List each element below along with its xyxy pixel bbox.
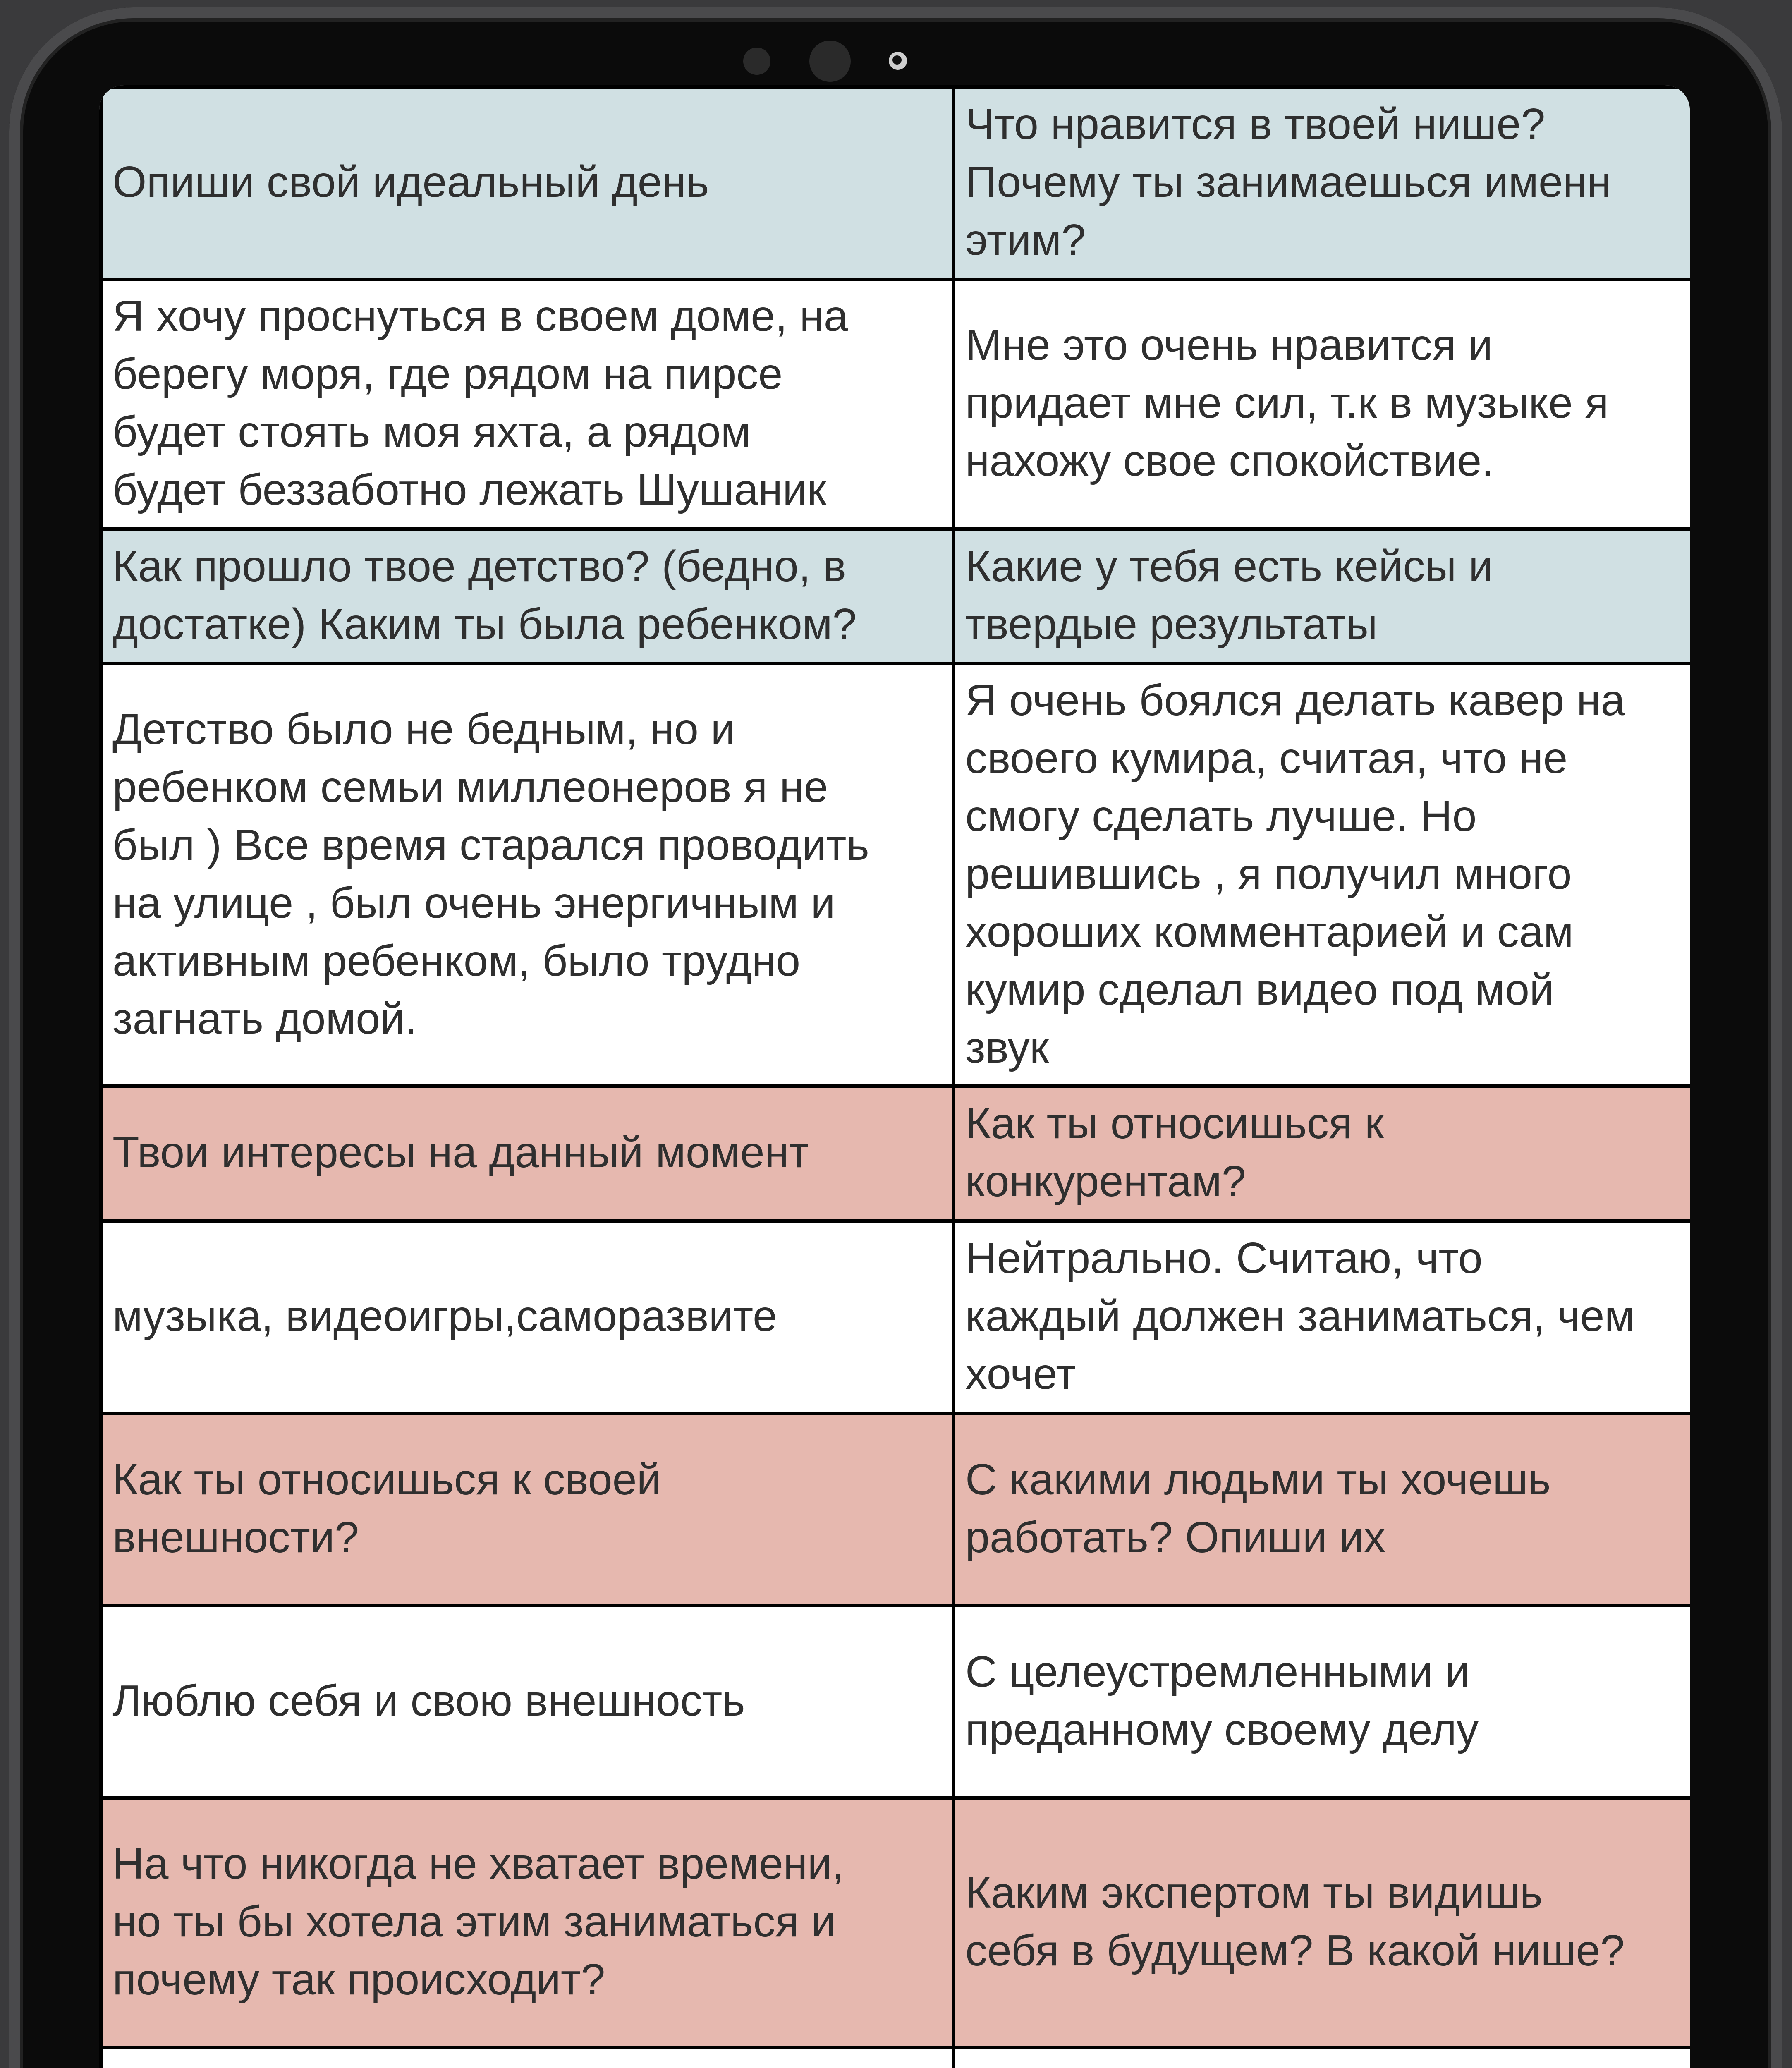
cell-text-line: конкурентам? (965, 1157, 1247, 1206)
table-cell-answer[interactable] (954, 1606, 1690, 1798)
cell-text-line: хочет (965, 1349, 1076, 1398)
cell-text-line: музыка, видеоигры,саморазвите (112, 1291, 778, 1340)
cell-text-line: Опиши свой идеальный день (112, 157, 709, 206)
table-cell-question[interactable] (954, 529, 1690, 664)
table-cell-answer[interactable] (954, 1221, 1690, 1413)
cell-text-line: Детство было не бедным, но и (112, 704, 735, 754)
cell-text-line: Как ты относишься к своей (112, 1455, 661, 1504)
table-row-answer (101, 279, 1690, 529)
cell-text-line: Как прошло твое детство? (бедно, в (112, 542, 846, 591)
cell-text-line: был ) Все время старался проводить (112, 820, 869, 869)
camera-lens (809, 41, 851, 82)
table-row-question (101, 1413, 1690, 1606)
cell-text-line: работать? Опиши их (965, 1513, 1386, 1562)
camera-bar (9, 37, 1782, 83)
cell-text-line: каждый должен заниматься, чем (965, 1291, 1635, 1340)
table-row-question (101, 87, 1690, 279)
table-cell-answer[interactable] (101, 1221, 954, 1413)
cell-text-line: Как ты относишься к (965, 1099, 1384, 1148)
cell-text-line: Каким экспертом ты видишь (965, 1868, 1543, 1917)
cell-text-line: Какие у тебя есть кейсы и (965, 542, 1493, 591)
cell-text-line: С целеустремленными и (965, 1647, 1470, 1696)
cell-text-line: активным ребенком, было трудно (112, 936, 801, 985)
cell-text-line: достатке) Каким ты была ребенком? (112, 600, 857, 649)
table-cell-question[interactable] (101, 87, 954, 279)
cell-text-line: кумир сделал видео под мой (965, 965, 1554, 1014)
cell-text-line: Что нравится в твоей нише? (965, 99, 1546, 148)
cell-text-line: твердые результаты (965, 600, 1378, 649)
cell-text-line: внешности? (112, 1513, 359, 1562)
cell-text-line: почему так происходит? (112, 1955, 605, 2004)
screen (99, 85, 1690, 2068)
cell-text-line: Люблю себя и свою внешность (112, 1676, 745, 1725)
table-cell-answer[interactable] (954, 279, 1690, 529)
cell-text-line: загнать домой. (112, 994, 417, 1043)
sensor-dot (743, 48, 770, 75)
table-cell-question[interactable] (954, 1798, 1690, 2048)
table-cell-answer[interactable] (101, 2048, 954, 2068)
cell-text-line: С какими людьми ты хочешь (965, 1455, 1551, 1504)
table-cell-answer[interactable] (954, 664, 1690, 1086)
table-row-answer (101, 1606, 1690, 1798)
table-row-answer (101, 664, 1690, 1086)
front-camera-icon (889, 52, 907, 70)
table-cell-question[interactable] (101, 1086, 954, 1221)
table-cell-question[interactable] (101, 1413, 954, 1606)
cell-text-line: будет стоять моя яхта, а рядом (112, 407, 751, 456)
table-cell-question[interactable] (954, 1413, 1690, 1606)
cell-text-line: придает мне сил, т.к в музыке я (965, 378, 1609, 427)
cell-text-line: будет беззаботно лежать Шушаник (112, 465, 826, 514)
cell-text-line: звук (965, 1023, 1049, 1072)
cell-text-line: нахожу свое спокойствие. (965, 436, 1494, 485)
table-cell-answer[interactable] (101, 279, 954, 529)
cell-text-line: Почему ты занимаешься именн (965, 157, 1611, 206)
cell-text-line: На что никогда не хватает времени, (112, 1839, 845, 1888)
cell-text-line: своего кумира, считая, что не (965, 733, 1568, 783)
cell-text-line: берегу моря, где рядом на пирсе (112, 349, 783, 398)
cell-text-line: себя в будущем? В какой нише? (965, 1926, 1625, 1975)
table-cell-question[interactable] (101, 529, 954, 664)
survey-table (99, 85, 1690, 2068)
cell-text-line: этим? (965, 215, 1086, 264)
table-cell-question[interactable] (954, 87, 1690, 279)
table-cell-question[interactable] (954, 1086, 1690, 1221)
cell-text-line: ребенком семьи миллеонеров я не (112, 762, 828, 811)
cell-text-line: хороших комментарией и сам (965, 907, 1574, 956)
table-row-question (101, 529, 1690, 664)
table-cell-answer[interactable] (101, 664, 954, 1086)
table-row-answer (101, 1221, 1690, 1413)
cell-text-line: на улице , был очень энергичным и (112, 878, 835, 927)
cell-text-line: Я очень боялся делать кавер на (965, 675, 1625, 725)
cell-text-line: Нейтрально. Считаю, что (965, 1233, 1483, 1283)
cell-text-line: но ты бы хотела этим заниматься и (112, 1897, 836, 1946)
table-row-answer (101, 2048, 1690, 2068)
table-cell-answer[interactable] (954, 2048, 1690, 2068)
cell-text-line: Мне это очень нравится и (965, 321, 1493, 369)
cell-text-line: решившись , я получил много (965, 849, 1572, 898)
table-cell-answer[interactable] (101, 1606, 954, 1798)
cell-text-line: преданному своему делу (965, 1705, 1479, 1754)
cell-text-line: Твои интересы на данный момент (112, 1128, 809, 1177)
cell-text-line: смогу сделать лучше. Но (965, 791, 1477, 840)
table-cell-question[interactable] (101, 1798, 954, 2048)
table-row-question (101, 1798, 1690, 2048)
cell-text-line: Я хочу проснуться в своем доме, на (112, 292, 848, 340)
table-row-question (101, 1086, 1690, 1221)
